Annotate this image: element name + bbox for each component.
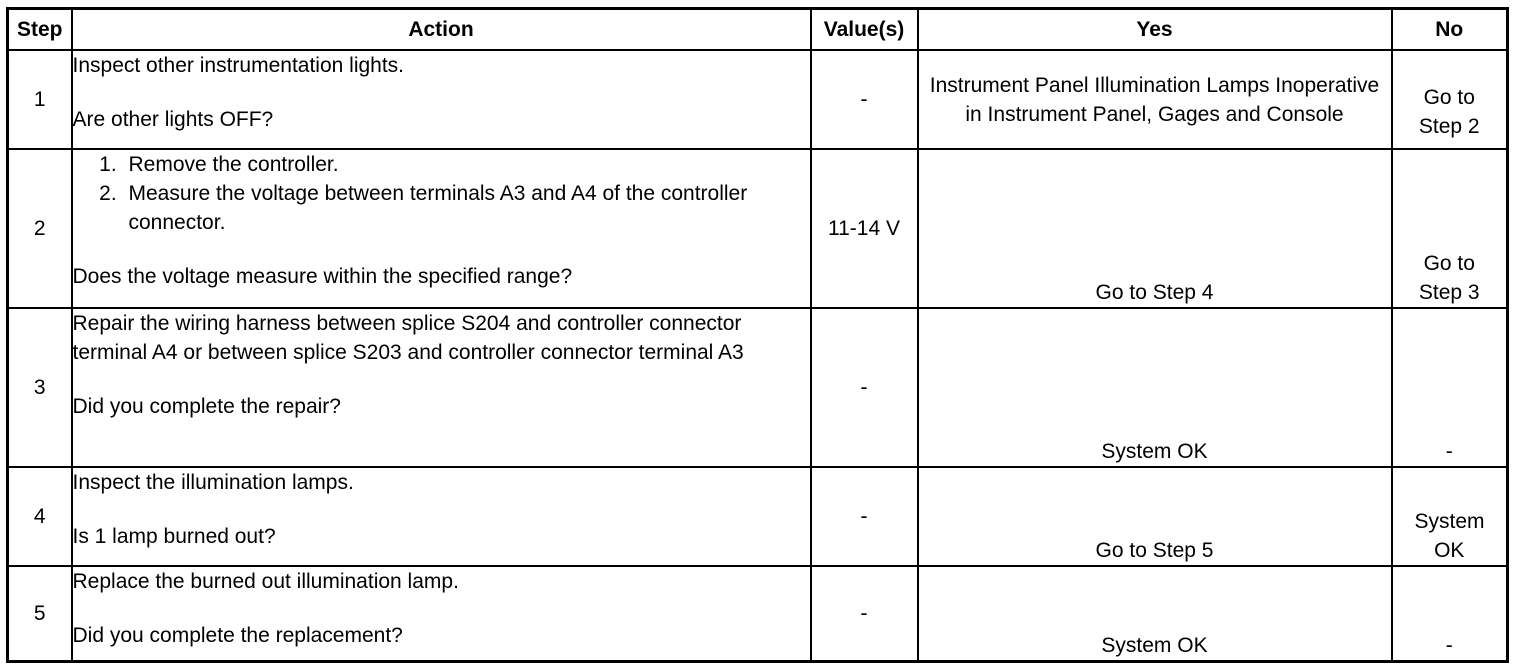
no-text: Go to Step 2: [1418, 85, 1480, 138]
action-cell: [72, 566, 811, 661]
header-values: Value(s): [811, 9, 918, 51]
action-question: Is 1 lamp burned out?: [72, 525, 276, 548]
action-cell: [72, 149, 811, 308]
header-step: Step: [8, 9, 72, 51]
no-text: Go to Step 3: [1418, 252, 1480, 304]
table-row: [8, 467, 1508, 566]
yes-cell: Go to Step 4: [918, 149, 1392, 308]
yes-cell: System OK: [918, 308, 1392, 467]
value-cell: -: [811, 308, 918, 467]
value-cell: -: [811, 566, 918, 661]
step-number: 4: [8, 467, 72, 566]
header-no: No: [1392, 9, 1508, 51]
no-cell: -: [1392, 308, 1508, 467]
header-yes: Yes: [918, 9, 1392, 51]
substep-item: 2. Measure the voltage between terminals A3 and A4 of the controller connector.: [123, 179, 810, 237]
step-number: 2: [8, 149, 72, 308]
yes-cell: [918, 50, 1392, 149]
action-text: Repair the wiring harness between splice S204 and controller connector terminal A4 or between splice S203 and controller connector terminal A3: [72, 312, 744, 364]
action-question: Are other lights OFF?: [72, 108, 274, 131]
substep-item: 1. Remove the controller.: [123, 150, 810, 179]
yes-cell: System OK: [918, 566, 1392, 661]
value-cell: 11-14 V: [811, 149, 918, 308]
action-text: Inspect other instrumentation lights.: [72, 54, 405, 77]
action-cell: [72, 50, 811, 149]
no-cell: [1392, 149, 1508, 308]
no-text: System OK: [1414, 510, 1485, 562]
table-row: [8, 566, 1508, 661]
substep-list: [73, 150, 810, 237]
yes-text: Instrument Panel Illumination Lamps Inoperative in Instrument Panel, Gages and Console: [929, 73, 1380, 126]
header-action: Action: [72, 9, 811, 51]
header-row: [8, 9, 1508, 51]
step-number: 5: [8, 566, 72, 661]
step-number: 1: [8, 50, 72, 149]
table-row: [8, 308, 1508, 467]
action-text: Replace the burned out illumination lamp.: [72, 570, 459, 593]
action-text: Inspect the illumination lamps.: [72, 471, 354, 494]
step-number: 3: [8, 308, 72, 467]
action-question: Did you complete the replacement?: [72, 624, 403, 647]
diagnostic-table: [6, 7, 1509, 663]
no-cell: -: [1392, 566, 1508, 661]
no-cell: [1392, 50, 1508, 149]
table-row: [8, 50, 1508, 149]
action-cell: [72, 467, 811, 566]
action-question: Did you complete the repair?: [72, 395, 341, 418]
no-cell: [1392, 467, 1508, 566]
table-row: [8, 149, 1508, 308]
value-cell: -: [811, 50, 918, 149]
yes-cell: Go to Step 5: [918, 467, 1392, 566]
action-question: Does the voltage measure within the specified range?: [72, 265, 573, 288]
value-cell: -: [811, 467, 918, 566]
action-cell: [72, 308, 811, 467]
